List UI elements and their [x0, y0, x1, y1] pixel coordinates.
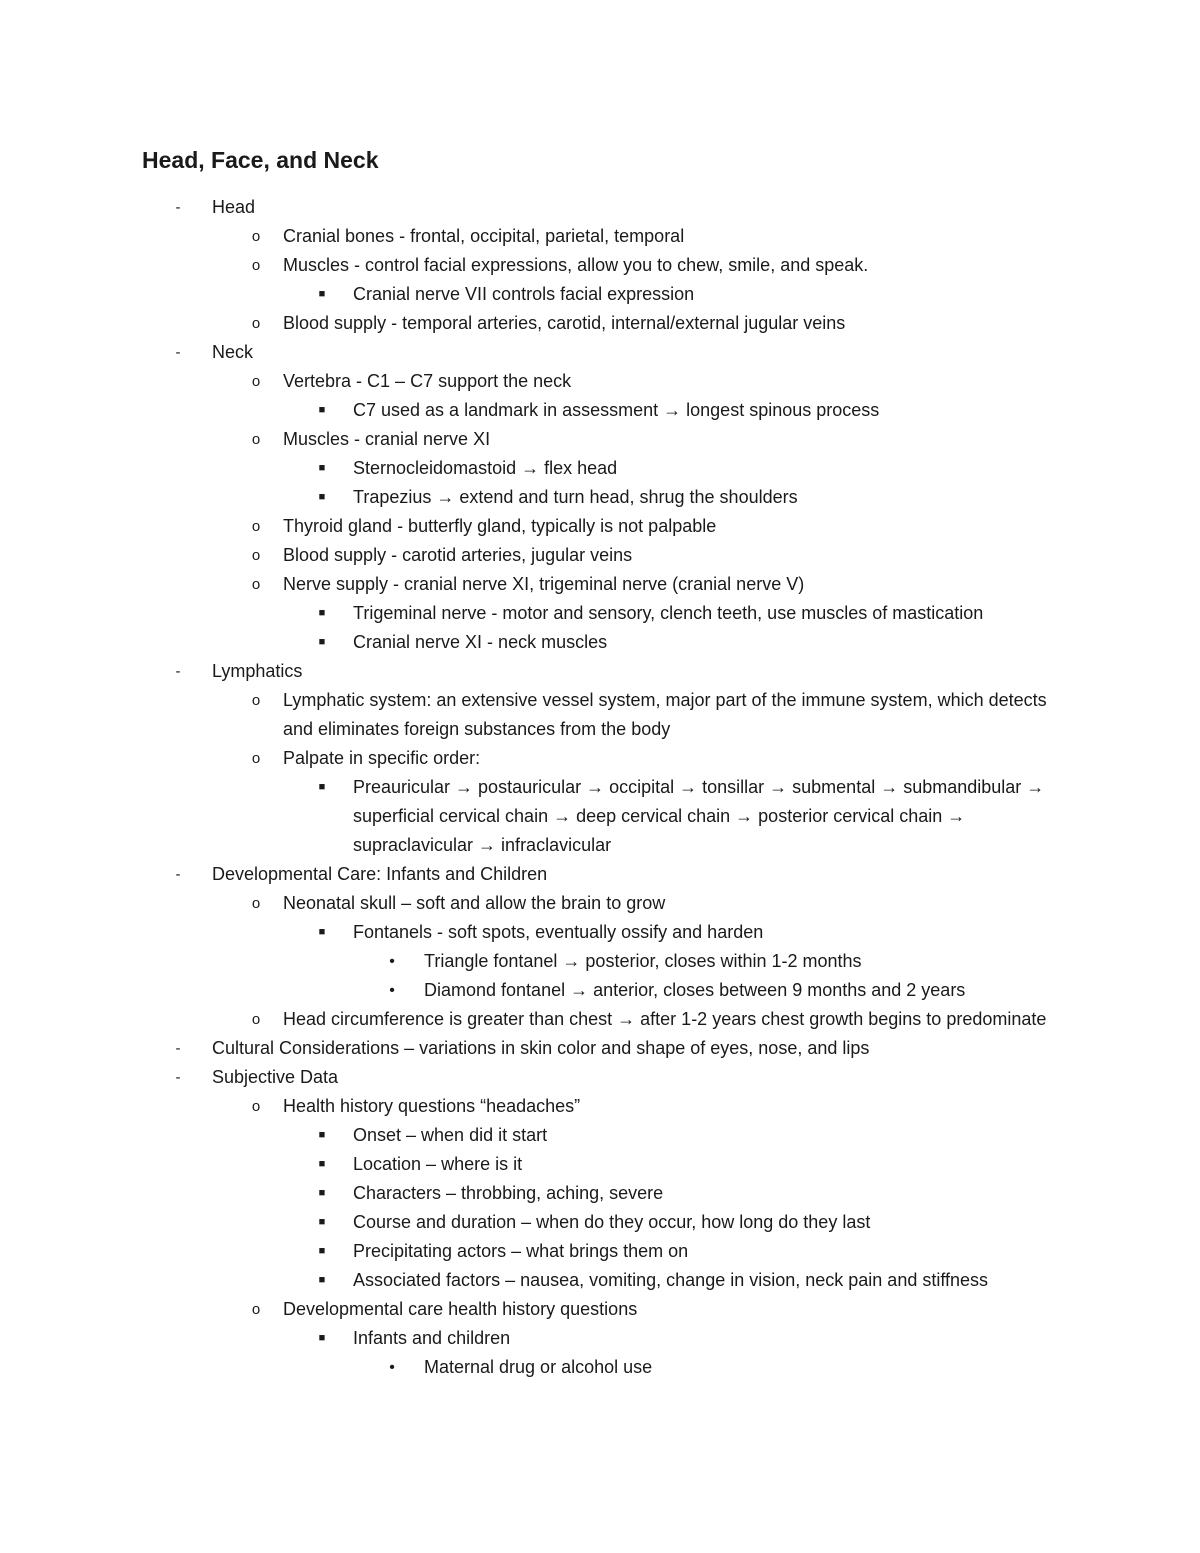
outline-item-text: Cultural Considerations – variations in skin color and shape of eyes, nose, and lips [212, 1038, 870, 1058]
outline-item-level-3 [0, 628, 1200, 657]
list-marker: ■ [318, 1158, 326, 1170]
list-marker: o [251, 228, 261, 245]
outline-item-level-2 [0, 309, 1200, 338]
outline-item-level-2 [0, 541, 1200, 570]
outline-item-text: Triangle fontanel → posterior, closes within 1-2 months [424, 951, 862, 971]
outline-item-level-1 [0, 193, 1200, 222]
outline-item-text: Cranial nerve XI - neck muscles [353, 632, 608, 652]
list-marker: o [251, 1011, 261, 1028]
outline-item-level-2 [0, 251, 1200, 280]
list-marker: - [175, 866, 181, 883]
outline-item-level-2 [0, 686, 1200, 744]
outline-item-level-2 [0, 1005, 1200, 1034]
outline-item-text: Blood supply - temporal arteries, carotid, internal/external jugular veins [283, 313, 846, 333]
outline-item-text: Neck [212, 342, 254, 362]
outline-item-text: Course and duration – when do they occur, how long do they last [353, 1212, 871, 1232]
outline-item-level-3 [0, 918, 1200, 947]
outline-item-text: Neonatal skull – soft and allow the brain to grow [283, 893, 666, 913]
outline-item-text: Diamond fontanel → anterior, closes between 9 months and 2 years [424, 980, 966, 1000]
outline-item-text: Thyroid gland - butterfly gland, typically is not palpable [283, 516, 717, 536]
outline-item-text: Developmental Care: Infants and Children [212, 864, 548, 884]
list-marker: o [251, 1098, 261, 1115]
list-marker: ■ [318, 462, 326, 474]
outline-item-text: Head [212, 197, 256, 217]
outline-list [0, 193, 1200, 1382]
outline-item-level-1 [0, 657, 1200, 686]
outline-item-text: Cranial bones - frontal, occipital, parietal, temporal [283, 226, 685, 246]
list-marker: ■ [318, 1332, 326, 1344]
outline-item-text: Sternocleidomastoid → flex head [353, 458, 618, 478]
outline-item-text: Trapezius → extend and turn head, shrug the shoulders [353, 487, 798, 507]
outline-item-level-1 [0, 1034, 1200, 1063]
outline-item-level-2 [0, 1092, 1200, 1121]
outline-item-level-3 [0, 1150, 1200, 1179]
outline-item-level-2 [0, 512, 1200, 541]
list-marker: o [251, 315, 261, 332]
outline-item-text: Nerve supply - cranial nerve XI, trigeminal nerve (cranial nerve V) [283, 574, 805, 594]
outline-item-text: Developmental care health history questions [283, 1299, 638, 1319]
list-marker: ■ [318, 781, 326, 793]
outline-item-level-3 [0, 1266, 1200, 1295]
list-marker: ■ [318, 607, 326, 619]
outline-item-text: Cranial nerve VII controls facial expression [353, 284, 695, 304]
list-marker: • [389, 953, 395, 970]
outline-item-text: Location – where is it [353, 1154, 523, 1174]
outline-item-text: Onset – when did it start [353, 1125, 548, 1145]
outline-item-level-4 [0, 976, 1200, 1005]
outline-item-text: Fontanels - soft spots, eventually ossify and harden [353, 922, 764, 942]
outline-item-level-2 [0, 425, 1200, 454]
list-marker: - [175, 663, 181, 680]
list-marker: o [251, 750, 261, 767]
outline-item-text: Head circumference is greater than chest → after 1-2 years chest growth begins to predominate [283, 1009, 1047, 1029]
list-marker: - [175, 1040, 181, 1057]
list-marker: • [389, 982, 395, 999]
list-marker: ■ [318, 1245, 326, 1257]
outline-item-text: Trigeminal nerve - motor and sensory, clench teeth, use muscles of mastication [353, 603, 984, 623]
outline-item-level-3 [0, 1237, 1200, 1266]
list-marker: ■ [318, 404, 326, 416]
list-marker: o [251, 373, 261, 390]
list-marker: o [251, 895, 261, 912]
outline-item-text: Muscles - control facial expressions, allow you to chew, smile, and speak. [283, 255, 869, 275]
list-marker: o [251, 576, 261, 593]
outline-item-level-3 [0, 1121, 1200, 1150]
outline-item-text: Characters – throbbing, aching, severe [353, 1183, 664, 1203]
list-marker: o [251, 518, 261, 535]
list-marker: o [251, 1301, 261, 1318]
outline-item-text: Associated factors – nausea, vomiting, change in vision, neck pain and stiffness [353, 1270, 989, 1290]
outline-item-level-1 [0, 860, 1200, 889]
outline-item-level-2 [0, 222, 1200, 251]
outline-item-level-1 [0, 338, 1200, 367]
outline-item-level-4 [0, 1353, 1200, 1382]
outline-item-text: Palpate in specific order: [283, 748, 481, 768]
outline-item-level-2 [0, 889, 1200, 918]
outline-item-text: Preauricular → postauricular → occipital → tonsillar → submental → submandibular → superficial cervical chain → deep cervical chain → posterior cervical chain → supraclavicular → infraclavicular [353, 777, 1045, 855]
outline-item-text: Lymphatic system: an extensive vessel system, major part of the immune system, which detects and eliminates foreign substances from the body [283, 690, 1047, 739]
outline-item-text: Infants and children [353, 1328, 511, 1348]
page-title: Head, Face, and Neck [142, 147, 379, 173]
outline-item-text: Vertebra - C1 – C7 support the neck [283, 371, 572, 391]
list-marker: ■ [318, 926, 326, 938]
outline-item-text: Maternal drug or alcohol use [424, 1357, 653, 1377]
list-marker: - [175, 199, 181, 216]
outline-item-level-2 [0, 1295, 1200, 1324]
outline-item-level-3 [0, 1324, 1200, 1353]
outline-item-level-3 [0, 396, 1200, 425]
outline-item-level-3 [0, 454, 1200, 483]
outline-item-text: Blood supply - carotid arteries, jugular veins [283, 545, 633, 565]
outline-item-text: Health history questions “headaches” [283, 1096, 581, 1116]
list-marker: ■ [318, 1129, 326, 1141]
outline-item-level-2 [0, 570, 1200, 599]
list-marker: ■ [318, 288, 326, 300]
outline-item-level-3 [0, 1208, 1200, 1237]
outline-item-text: Lymphatics [212, 661, 303, 681]
list-marker: • [389, 1359, 395, 1376]
outline-item-text: Precipitating actors – what brings them on [353, 1241, 689, 1261]
list-marker: ■ [318, 1216, 326, 1228]
outline-item-level-4 [0, 947, 1200, 976]
list-marker: ■ [318, 491, 326, 503]
list-marker: o [251, 431, 261, 448]
list-marker: o [251, 547, 261, 564]
outline-item-level-2 [0, 367, 1200, 396]
outline-item-level-1 [0, 1063, 1200, 1092]
outline-item-level-3 [0, 483, 1200, 512]
outline-item-text: Subjective Data [212, 1067, 339, 1087]
list-marker: ■ [318, 636, 326, 648]
outline-item-text: Muscles - cranial nerve XI [283, 429, 491, 449]
list-marker: ■ [318, 1274, 326, 1286]
list-marker: o [251, 692, 261, 709]
list-marker: ■ [318, 1187, 326, 1199]
outline-item-level-2 [0, 744, 1200, 773]
outline-item-text: C7 used as a landmark in assessment → longest spinous process [353, 400, 880, 420]
outline-item-level-3 [0, 773, 1200, 860]
list-marker: - [175, 344, 181, 361]
outline-item-level-3 [0, 1179, 1200, 1208]
list-marker: o [251, 257, 261, 274]
outline-item-level-3 [0, 599, 1200, 628]
list-marker: - [175, 1069, 181, 1086]
outline-item-level-3 [0, 280, 1200, 309]
